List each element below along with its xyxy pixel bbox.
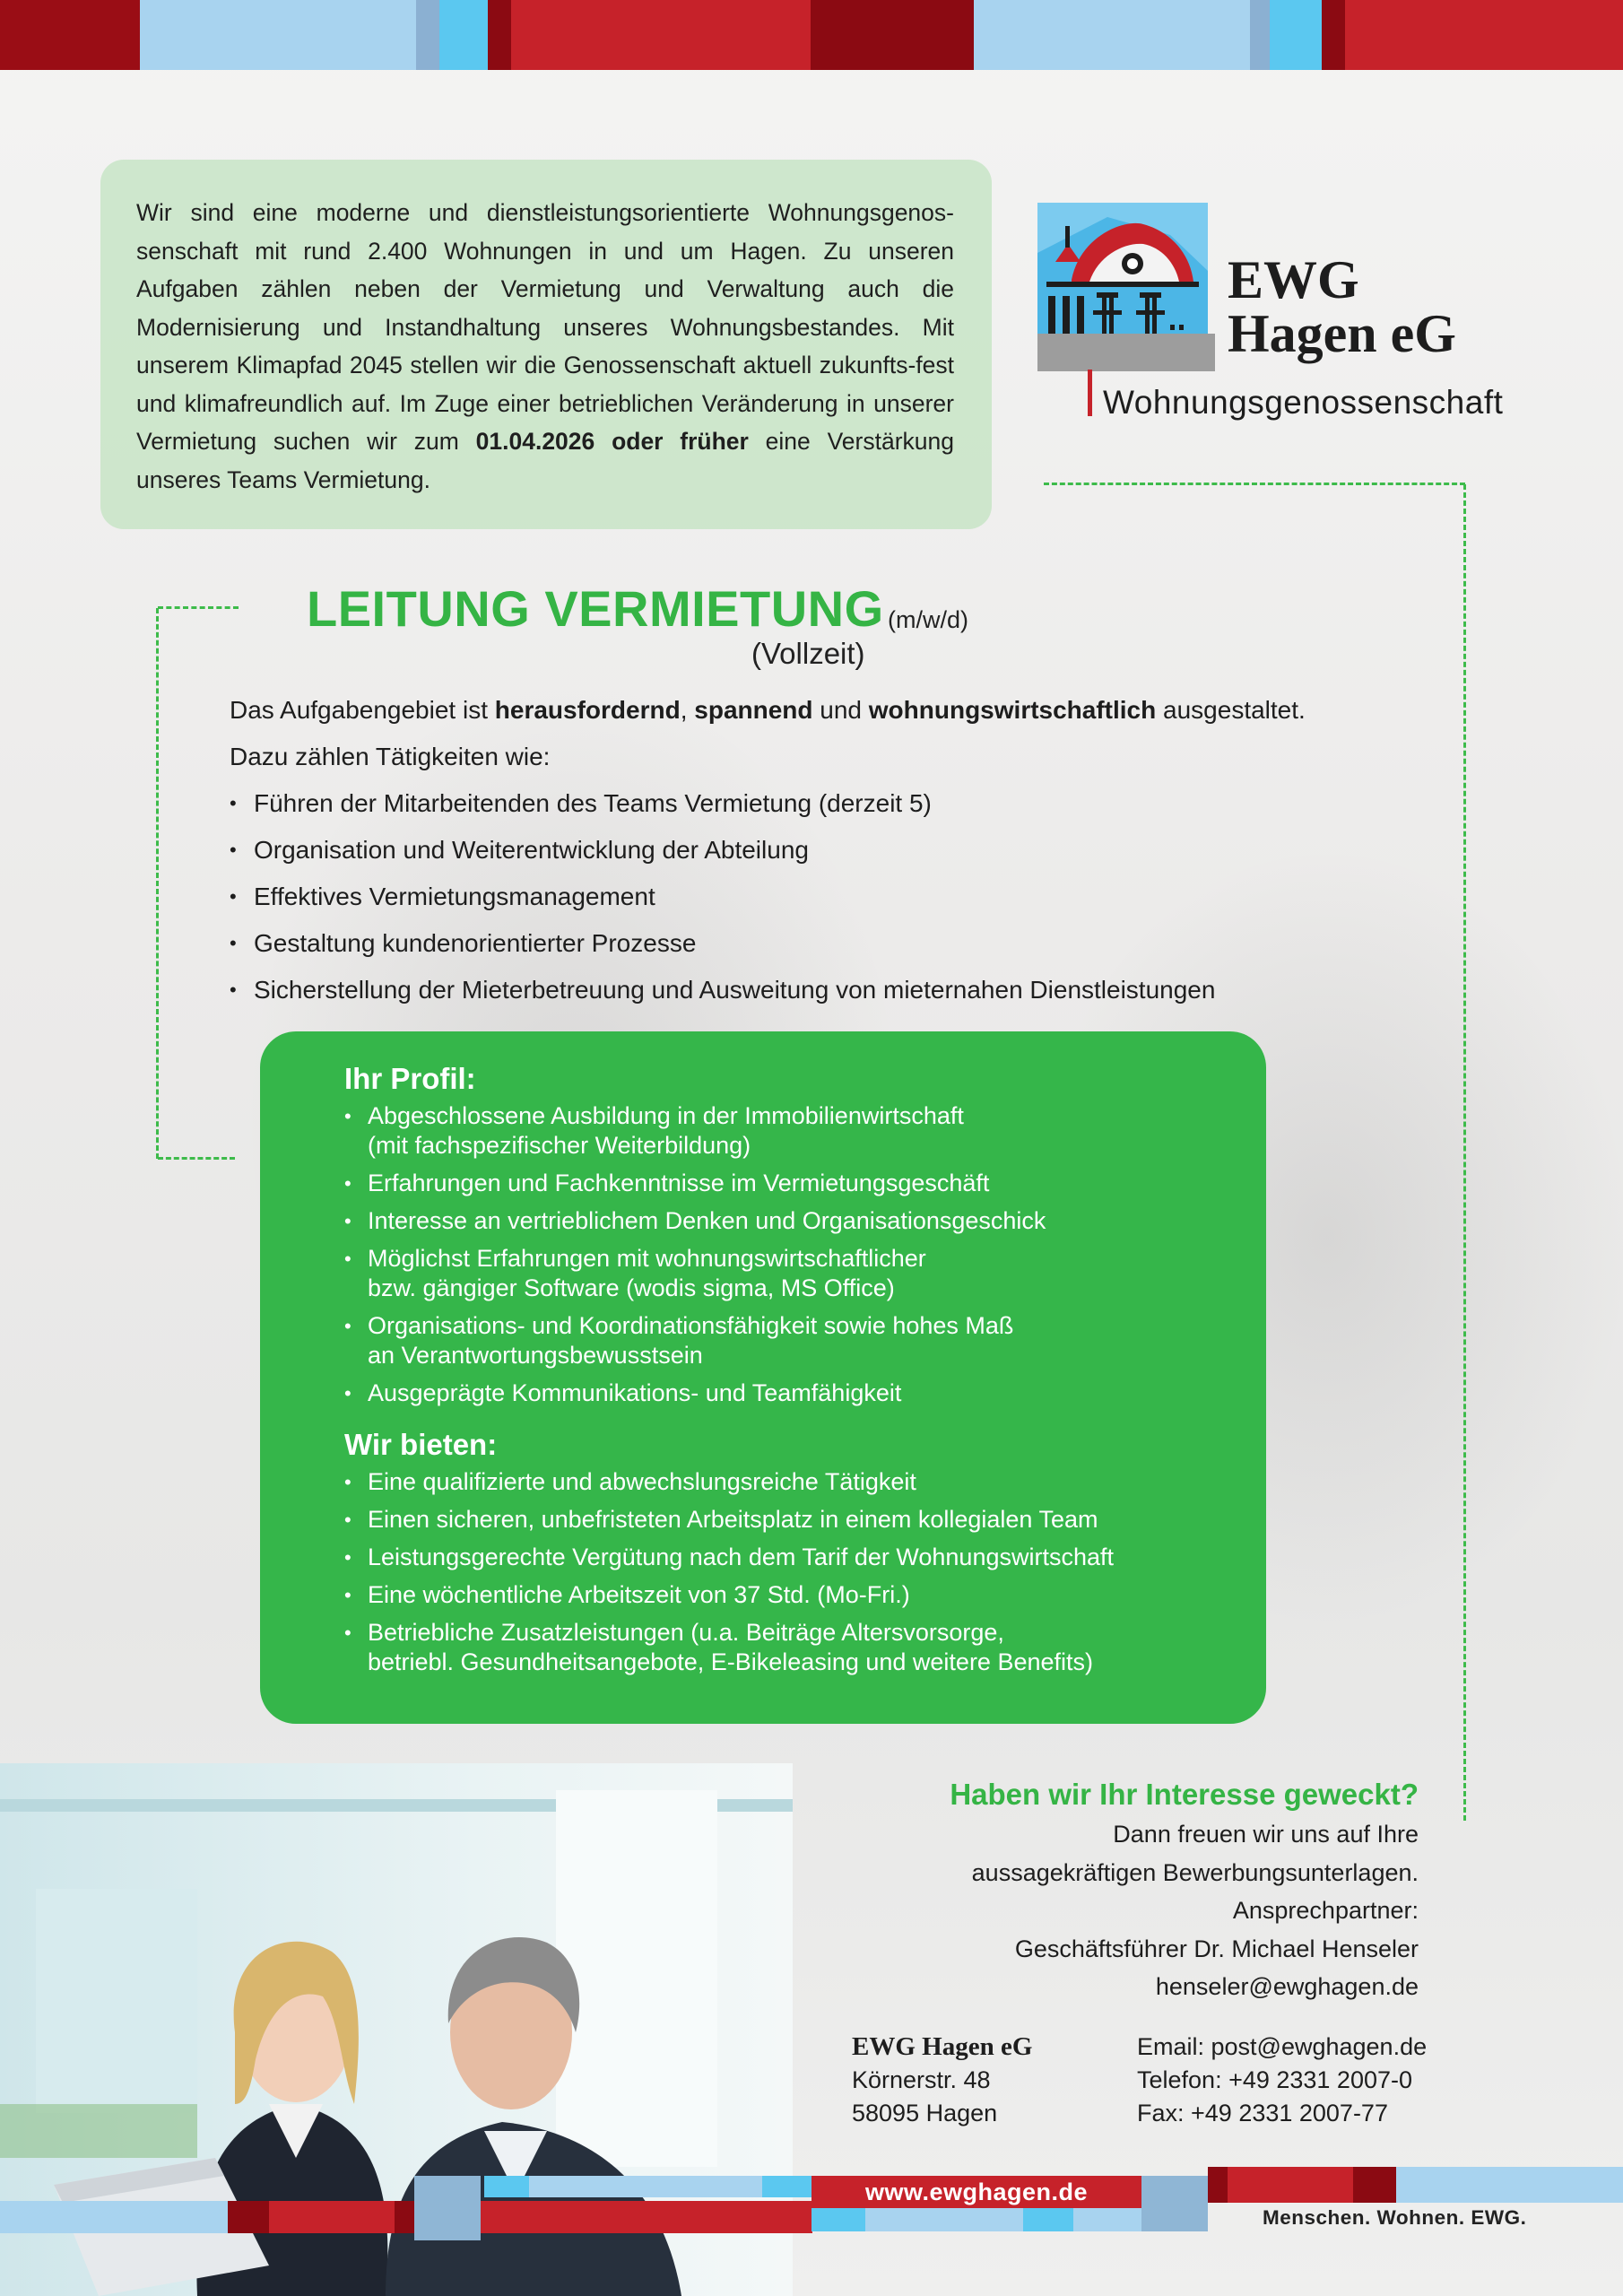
website-link[interactable]: www.ewghagen.de — [812, 2176, 1141, 2208]
logo-name — [1228, 250, 1456, 363]
logo-name-line1: EWG — [1228, 250, 1359, 309]
tasks-and: und — [820, 696, 862, 724]
offer-item: • Betriebliche Zusatzleistungen (u.a. Beiträge Altersvorsorge, betriebl. Gesundheitsangebote, E-Bikeleasing und weitere Benefits) — [344, 1618, 1230, 1677]
contact-section — [861, 1774, 1419, 2006]
contact-line: Geschäftsführer Dr. Michael Henseler — [1014, 1935, 1419, 1962]
dashed-frame-right — [1463, 484, 1466, 1821]
offer-heading: Wir bieten: — [344, 1428, 498, 1461]
profile-list — [344, 1101, 1230, 1408]
profile-item: • Interesse an vertrieblichem Denken und Organisationsgeschick — [344, 1206, 1230, 1236]
company-fax: Fax: +49 2331 2007-77 — [1137, 2100, 1388, 2126]
job-employment-type: (Vollzeit) — [751, 637, 865, 670]
contact-line: Dann freuen wir uns auf Ihre — [1113, 1821, 1419, 1848]
profile-item: • Möglichst Erfahrungen mit wohnungswirtschaftlicher bzw. gängiger Software (wodis sigma, MS Office) — [344, 1244, 1230, 1303]
dashed-frame-top-left — [158, 606, 239, 609]
profile-item: • Erfahrungen und Fachkenntnisse im Vermietungsgeschäft — [344, 1169, 1230, 1198]
company-address — [852, 2031, 1032, 2130]
tasks-intro — [230, 691, 1395, 737]
tasks-section — [230, 691, 1395, 1017]
tasks-bold-2: spannend — [694, 696, 813, 724]
dashed-frame-bottom-left — [158, 1157, 235, 1160]
address-city: 58095 Hagen — [852, 2100, 998, 2126]
profile-item: • Ausgeprägte Kommunikations- und Teamfähigkeit — [344, 1378, 1230, 1408]
company-reach — [1137, 2031, 1427, 2130]
profile-item: • Organisations- und Koordinationsfähigkeit sowie hohes Maß an Verantwortungsbewusstsein — [344, 1311, 1230, 1370]
footer-tagline: Menschen. Wohnen. EWG. — [1263, 2206, 1527, 2229]
top-color-stripe — [0, 0, 1623, 70]
logo-red-bar — [1088, 370, 1092, 416]
company-phone: Telefon: +49 2331 2007-0 — [1137, 2066, 1413, 2093]
dashed-frame-top-right — [1044, 483, 1465, 485]
profile-item: • Abgeschlossene Ausbildung in der Immobilienwirtschaft (mit fachspezifischer Weiterbildung) — [344, 1101, 1230, 1161]
company-logo — [1036, 199, 1520, 432]
contact-line: Ansprechpartner: — [1232, 1897, 1419, 1924]
logo-name-line2: Hagen eG — [1228, 304, 1456, 363]
house-facade-emblem-icon — [1036, 199, 1215, 383]
offer-list — [344, 1467, 1230, 1677]
intro-date: 01.04.2026 oder früher — [475, 428, 749, 455]
task-item: • Gestaltung kundenorientierter Prozesse — [230, 924, 1395, 970]
contact-heading: Haben wir Ihr Interesse geweckt? — [950, 1778, 1419, 1811]
tasks-intro-start: Das Aufgabengebiet ist — [230, 696, 488, 724]
task-item: • Führen der Mitarbeitenden des Teams Vermietung (derzeit 5) — [230, 784, 1395, 831]
offer-item: • Eine qualifizierte und abwechslungsreiche Tätigkeit — [344, 1467, 1230, 1497]
company-email-link[interactable]: Email: post@ewghagen.de — [1137, 2033, 1428, 2060]
tasks-comma: , — [680, 696, 688, 724]
tasks-list — [230, 784, 1395, 1017]
job-title: LEITUNG VERMIETUNG — [307, 580, 884, 637]
tasks-bold-3: wohnungswirtschaftlich — [868, 696, 1157, 724]
task-item: • Effektives Vermietungsmanagement — [230, 877, 1395, 924]
profile-offer-box — [260, 1031, 1266, 1724]
task-item: • Sicherstellung der Mieterbetreuung und Ausweitung von mieternahen Dienstleistungen — [230, 970, 1395, 1017]
job-gender: (m/w/d) — [888, 606, 968, 633]
contact-email-link[interactable]: henseler@ewghagen.de — [1155, 1973, 1419, 2000]
offer-item: • Eine wöchentliche Arbeitszeit von 37 Std. (Mo-Fri.) — [344, 1580, 1230, 1610]
offer-item: • Einen sicheren, unbefristeten Arbeitsplatz in einem kollegialen Team — [344, 1505, 1230, 1535]
dashed-frame-left — [156, 608, 159, 1159]
logo-subtitle: Wohnungsgenossenschaft — [1103, 384, 1504, 421]
contact-line: aussagekräftigen Bewerbungsunterlagen. — [971, 1858, 1419, 1886]
tasks-bold-1: herausfordernd — [494, 696, 681, 724]
intro-text: Wir sind eine moderne und dienstleistungsorientierte Wohnungsgenos-senschaft mit rund 2.400 Wohnungen in und um Hagen. Zu unseren Aufgaben zählen neben der Vermietung und Verwaltung auch die Modernisierung und Instandhaltung unseres Wohnungsbestandes. Mit unserem Klimapfad 2045 stellen wir die Genossenschaft aktuell zukunfts-fest und klimafreundlich auf. Im Zuge einer betrieblichen Veränderung in unserer Vermietung suchen wir zum — [136, 199, 954, 455]
tasks-lead: Dazu zählen Tätigkeiten wie: — [230, 743, 551, 770]
address-street: Körnerstr. 48 — [852, 2066, 991, 2093]
task-item: • Organisation und Weiterentwicklung der Abteilung — [230, 831, 1395, 877]
offer-item: • Leistungsgerechte Vergütung nach dem Tarif der Wohnungswirtschaft — [344, 1543, 1230, 1572]
tasks-intro-end: ausgestaltet. — [1163, 696, 1306, 724]
profile-heading: Ihr Profil: — [344, 1062, 476, 1095]
intro-text-end: eine Verstärkung unseres Teams Vermietung. — [136, 428, 954, 493]
address-company-name: EWG Hagen eG — [852, 2032, 1033, 2061]
intro-text-box — [100, 160, 992, 529]
